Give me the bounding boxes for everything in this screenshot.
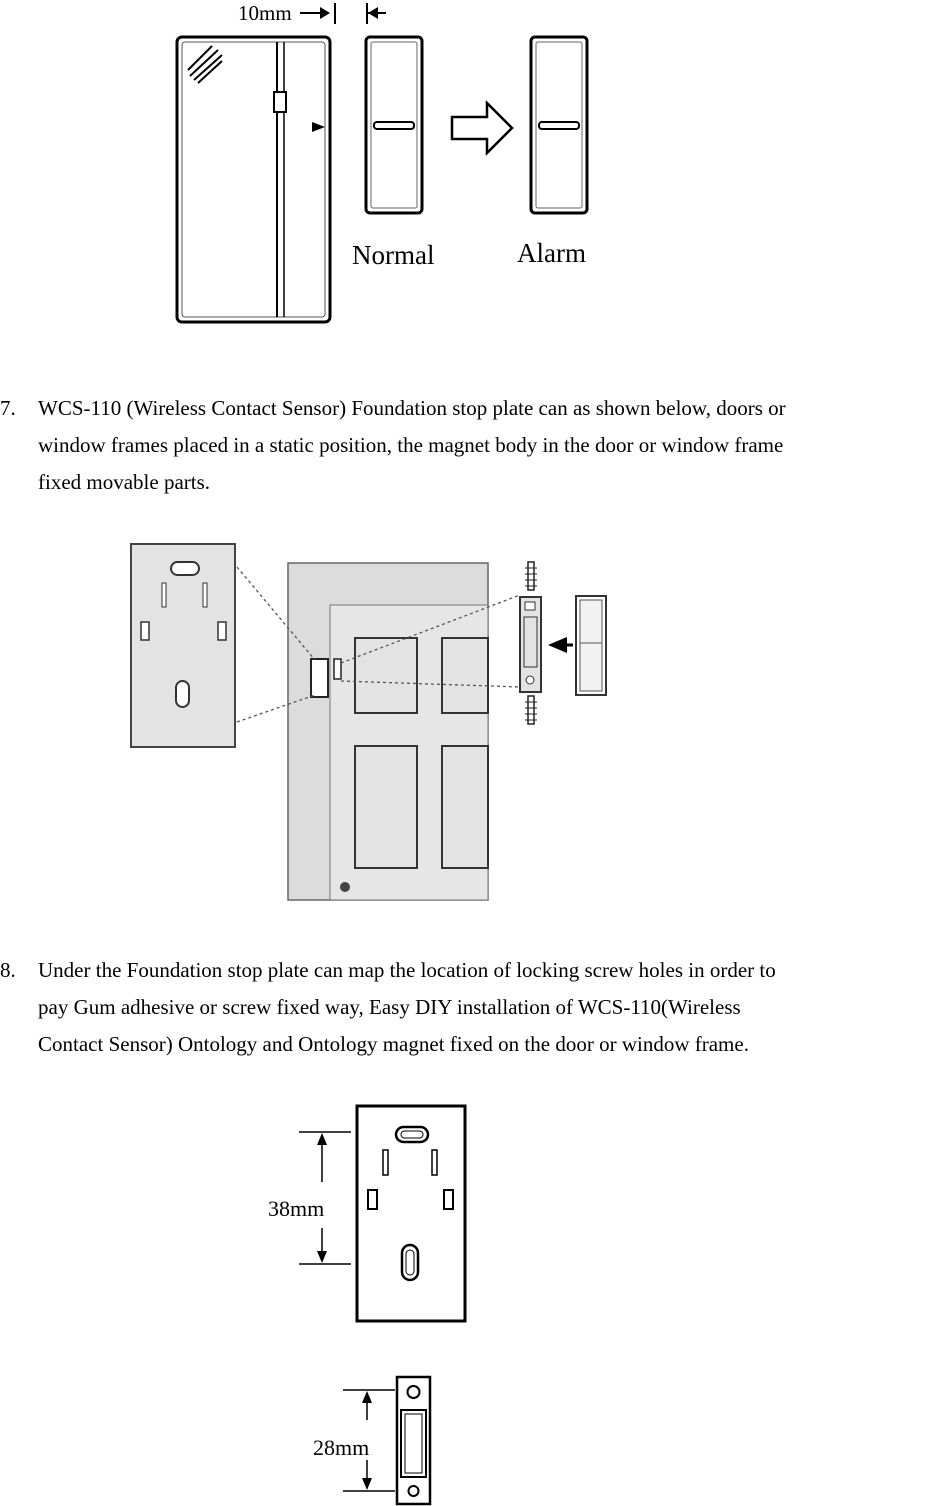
screw-icon	[525, 562, 537, 590]
magnet-height-label: 28mm	[313, 1435, 370, 1460]
alarm-label: Alarm	[517, 238, 586, 268]
insert-arrow-icon	[548, 637, 567, 653]
magnet-base-plate	[520, 597, 541, 692]
magnet	[576, 596, 606, 695]
magnet-plate-outline	[397, 1377, 430, 1504]
stop-plate-outline	[357, 1106, 465, 1321]
dimension-arrow-up-icon	[362, 1391, 372, 1403]
dimension-arrow-down-icon	[362, 1478, 372, 1490]
stop-plate-dimension-figure	[262, 1100, 474, 1328]
hollow-arrow-icon	[452, 103, 512, 153]
door-installation-figure	[125, 535, 615, 905]
step-7-line: WCS-110 (Wireless Contact Sensor) Foundation stop plate can as shown below, doors or	[38, 396, 786, 420]
stop-plate	[131, 544, 235, 747]
plate-height-label: 38mm	[268, 1196, 325, 1221]
normal-label: Normal	[352, 240, 435, 270]
step-8-number: 8.	[0, 958, 16, 982]
step-8-line: pay Gum adhesive or screw fixed way, Easy DIY installation of WCS-110(Wireless	[38, 995, 741, 1019]
dimension-arrow-down-icon	[317, 1251, 327, 1263]
step-8-line: Contact Sensor) Ontology and Ontology magnet fixed on the door or window frame.	[38, 1032, 749, 1056]
gap-arrowhead-left	[368, 7, 378, 19]
gap-arrowhead-right	[320, 7, 330, 19]
sensor-body	[177, 37, 330, 322]
gap-dimension-label: 10mm	[238, 1, 292, 25]
magnet-plate-dimension-figure	[305, 1372, 435, 1506]
sensor-gap-figure	[160, 0, 620, 335]
door	[288, 563, 488, 900]
step-8-line: Under the Foundation stop plate can map the location of locking screw holes in order to	[38, 958, 776, 982]
dimension-arrow-up-icon	[317, 1133, 327, 1145]
magnet-normal	[366, 37, 422, 213]
step-7-line: window frames placed in a static position, the magnet body in the door or window frame	[38, 433, 784, 457]
step-7-line: fixed movable parts.	[38, 470, 211, 494]
step-7-number: 7.	[0, 396, 16, 420]
screw-icon	[525, 696, 537, 724]
magnet-alarm	[531, 37, 587, 213]
